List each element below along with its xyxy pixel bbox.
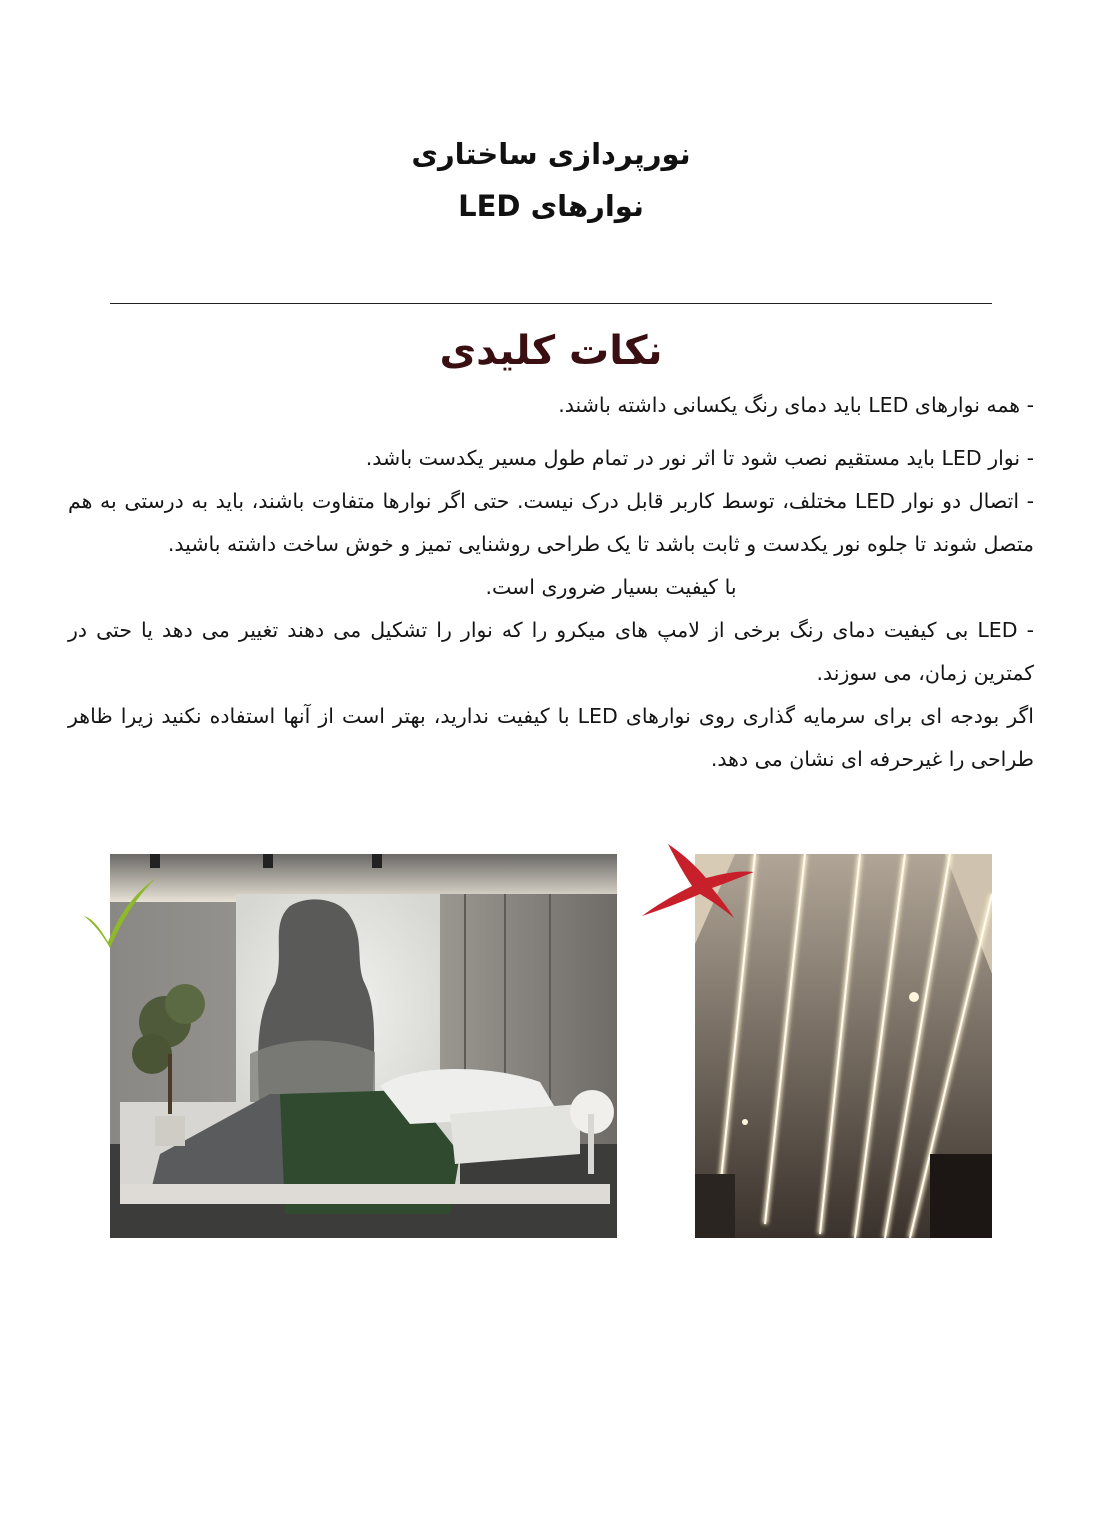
key-points-text: [68, 384, 1034, 427]
bedroom-photo: [110, 854, 617, 1238]
key-points-block-2: [68, 437, 1034, 781]
page-subtitle: نوارهای LED: [458, 189, 644, 223]
section-heading: نکات کلیدی: [439, 328, 663, 374]
page-title-block: [0, 128, 1102, 232]
checkmark-icon: [80, 872, 160, 952]
key-point-4: - LED بی کیفیت دمای رنگ برخی از لامپ های میکرو را که نوار را تشکیل می دهند تغییر می دهد یا حتی در کمترین زمان، می سوزند.: [68, 618, 1034, 685]
divider: [110, 303, 992, 304]
key-point-1: - همه نوارهای LED باید دمای رنگ یکسانی داشته باشند.: [558, 393, 1034, 417]
key-point-3: - اتصال دو نوار LED مختلف، توسط کاربر قابل درک نیست. حتی اگر نوارها متفاوت باشند، باید به درستی به هم متصل شوند تا جلوه نور یکدست و ثابت باشد تا یک طراحی روشنایی تمیز و خوش ساخت داشته باشید.: [68, 489, 1035, 556]
cross-icon: [638, 840, 756, 920]
key-point-2: - نوار LED باید مستقیم نصب شود تا اثر نور در تمام طول مسیر یکدست باشد.: [365, 446, 1034, 470]
bedroom-illustration: [110, 854, 617, 1238]
key-point-5: اگر بودجه ای برای سرمایه گذاری روی نوارهای LED با کیفیت ندارید، بهتر است از آنها استفاده نکنید زیرا ظاهر طراحی را غیرحرفه ای نشان می دهد.: [68, 704, 1034, 771]
page-title: نورپردازی ساختاری: [411, 137, 691, 171]
key-point-3-continued: با کیفیت بسیار ضروری است.: [485, 575, 737, 599]
